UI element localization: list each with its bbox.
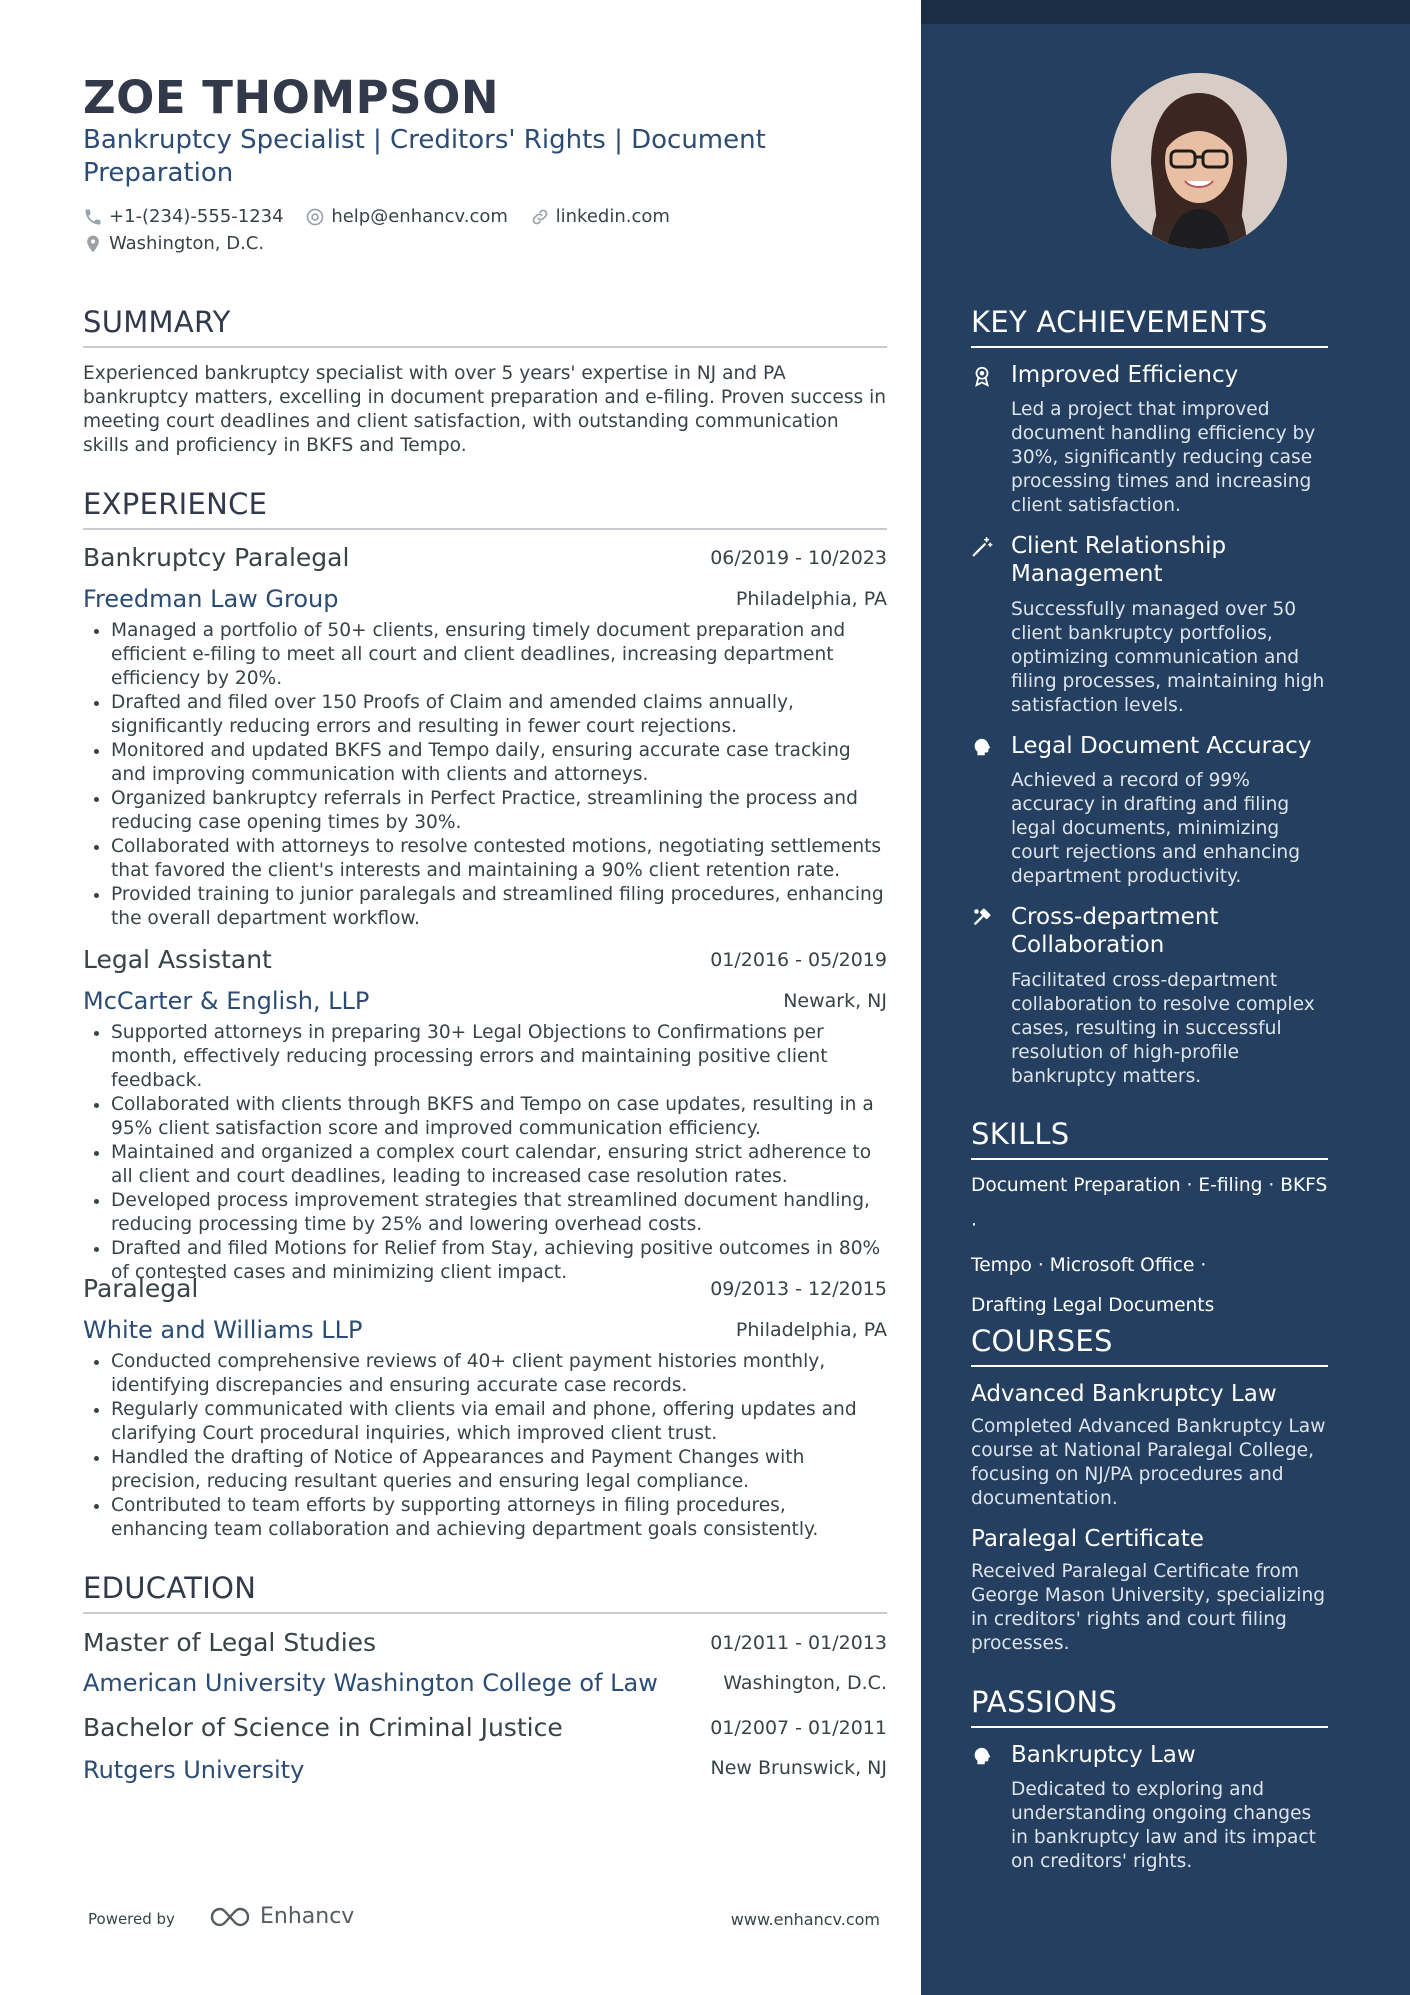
edu-location: New Brunswick, NJ [710,1757,887,1779]
bullet-item: • Organized bankruptcy referrals in Perfect Practice, streamlining the process and reducing case opening times by 30%. [111,787,887,835]
job-dates: 01/2016 - 05/2019 [710,949,887,971]
achievements-heading: KEY ACHIEVEMENTS [971,304,1328,348]
achievement-desc: Achieved a record of 99% accuracy in drafting and filing legal documents, minimizing court rejections and enhancing department productivity. [1011,770,1301,887]
edu-degree: Master of Legal Studies [83,1628,377,1657]
skills-line: Document Preparation · E-filing · BKFS · [971,1175,1328,1236]
email-contact[interactable] [305,206,508,227]
course-title: Paralegal Certificate [971,1526,1204,1552]
bullet-item: • Handled the drafting of Notice of Appearances and Payment Changes with precision, reducing resultant queries and ensuring legal compliance. [111,1446,887,1494]
skills-heading: SKILLS [971,1116,1328,1160]
passions-heading: PASSIONS [971,1684,1328,1728]
course-desc: Received Paralegal Certificate from George Mason University, specializing in creditors' rights and court filing processes. [971,1561,1326,1654]
course-desc: Completed Advanced Bankruptcy Law course at National Paralegal College, focusing on NJ/PA procedures and documentation. [971,1416,1326,1509]
job-company: McCarter & English, LLP [83,987,370,1015]
bullet-item: • Supported attorneys in preparing 30+ Legal Objections to Confirmations per month, effectively reducing processing errors and maintaining positive client feedback. [111,1021,887,1093]
job-company: Freedman Law Group [83,585,339,613]
skills-line: Drafting Legal Documents [971,1295,1215,1316]
achievement-title: Improved Efficiency [1011,362,1239,388]
headline: Bankruptcy Specialist | Creditors' Rights | Document Preparation [83,125,766,188]
brain-icon [971,736,993,758]
powered-by-text: Powered by [88,1910,175,1928]
footer [88,1904,880,1934]
enhancv-brand-text: Enhancv [260,1904,355,1929]
job-title: Bankruptcy Paralegal [83,543,350,572]
linkedin-contact[interactable] [530,206,670,227]
contact-row [83,206,686,232]
candidate-name: ZOE THOMPSON [83,71,499,124]
bullet-item: • Maintained and organized a complex court calendar, ensuring strict adherence to all client and court deadlines, leading to increased case resolution rates. [111,1141,887,1189]
sidebar-top-band [921,0,1410,24]
phone-text: +1-(234)-555-1234 [109,206,284,227]
enhancv-logo[interactable] [208,1904,354,1929]
job-company: White and Williams LLP [83,1316,363,1344]
job-dates: 06/2019 - 10/2023 [710,547,887,569]
linkedin-text: linkedin.com [555,206,670,227]
location-text: Washington, D.C. [109,233,265,254]
job-title: Paralegal [83,1274,199,1303]
phone-contact[interactable] [83,206,284,227]
courses-heading: COURSES [971,1323,1328,1367]
magic-wand-icon [971,536,993,558]
brain-icon [971,1745,993,1767]
job-location: Philadelphia, PA [735,588,887,610]
job-bullets [83,619,887,931]
bullet-item: • Drafted and filed over 150 Proofs of Claim and amended claims annually, significantly reducing errors and resulting in fewer court rejections. [111,691,887,739]
summary-text: Experienced bankruptcy specialist with over 5 years' expertise in NJ and PA bankruptcy matters, excelling in document preparation and e-filing. Proven success in meeting court deadlines and client satisfaction, with outstanding communication skills and proficiency in BKFS and Tempo. [83,363,887,456]
edu-location: Washington, D.C. [723,1672,887,1694]
enhancv-logo-icon [208,1905,254,1929]
job-location: Newark, NJ [783,990,887,1012]
phone-icon [83,207,103,227]
bullet-item: • Regularly communicated with clients via email and phone, offering updates and clarifying Court procedural inquiries, which improved client trust. [111,1398,887,1446]
tools-icon [971,906,993,928]
job-bullets [83,1021,887,1285]
edu-school: Rutgers University [83,1756,305,1784]
course-title: Advanced Bankruptcy Law [971,1381,1277,1407]
bullet-item: • Collaborated with clients through BKFS and Tempo on case updates, resulting in a 95% client satisfaction score and improved communication efficiency. [111,1093,887,1141]
edu-dates: 01/2007 - 01/2011 [710,1717,887,1739]
job-title: Legal Assistant [83,945,272,974]
achievement-title: Client Relationship Management [1011,533,1227,587]
profile-photo [1111,73,1287,249]
skills-line: Tempo · Microsoft Office · [971,1255,1207,1276]
education-heading: EDUCATION [83,1570,887,1614]
at-icon [305,207,325,227]
award-icon [971,365,993,387]
bullet-item: • Provided training to junior paralegals and streamlined filing procedures, enhancing the overall department workflow. [111,883,887,931]
edu-degree: Bachelor of Science in Criminal Justice [83,1713,563,1742]
achievement-title: Cross-department Collaboration [1011,904,1219,958]
achievement-title: Legal Document Accuracy [1011,733,1312,759]
job-location: Philadelphia, PA [735,1319,887,1341]
passion-desc: Dedicated to exploring and understanding ongoing changes in bankruptcy law and its impact on creditors' rights. [1011,1779,1316,1872]
bullet-item: • Developed process improvement strategies that streamlined document handling, reducing processing time by 25% and lowering overhead costs. [111,1189,887,1237]
bullet-item: • Drafted and filed Motions for Relief from Stay, achieving positive outcomes in 80% of contested cases and minimizing client impact. [111,1237,887,1285]
achievement-desc: Led a project that improved document handling efficiency by 30%, significantly reducing case processing times and increasing client satisfaction. [1011,399,1316,516]
passion-title: Bankruptcy Law [1011,1742,1196,1768]
achievement-desc: Facilitated cross-department collaboration to resolve complex cases, resulting in successful resolution of high-profile bankruptcy matters. [1011,970,1315,1087]
email-text: help@enhancv.com [331,206,508,227]
bullet-item: • Conducted comprehensive reviews of 40+ client payment histories monthly, identifying discrepancies and ensuring accurate case records. [111,1350,887,1398]
avatar [1111,73,1287,249]
bullet-item: • Monitored and updated BKFS and Tempo daily, ensuring accurate case tracking and improving communication with clients and attorneys. [111,739,887,787]
edu-school: American University Washington College of Law [83,1669,658,1697]
location-pin-icon [83,234,103,254]
experience-heading: EXPERIENCE [83,486,887,530]
bullet-item: • Managed a portfolio of 50+ clients, ensuring timely document preparation and efficient e-filing to meet all court and client deadlines, increasing department efficiency by 20%. [111,619,887,691]
summary-heading: SUMMARY [83,304,887,348]
skills-list [971,1166,1328,1326]
job-dates: 09/2013 - 12/2015 [710,1278,887,1300]
location-contact [83,233,264,254]
link-icon [530,207,550,227]
job-bullets [83,1350,887,1542]
bullet-item: • Collaborated with attorneys to resolve contested motions, negotiating settlements that favored the client's interests and maintaining a 90% client retention rate. [111,835,887,883]
bullet-item: • Contributed to team efforts by supporting attorneys in filing procedures, enhancing team collaboration and achieving department goals consistently. [111,1494,887,1542]
footer-url[interactable]: www.enhancv.com [730,1910,880,1929]
achievement-desc: Successfully managed over 50 client bankruptcy portfolios, optimizing communication and filing processes, maintaining high satisfaction levels. [1011,599,1325,716]
edu-dates: 01/2011 - 01/2013 [710,1632,887,1654]
